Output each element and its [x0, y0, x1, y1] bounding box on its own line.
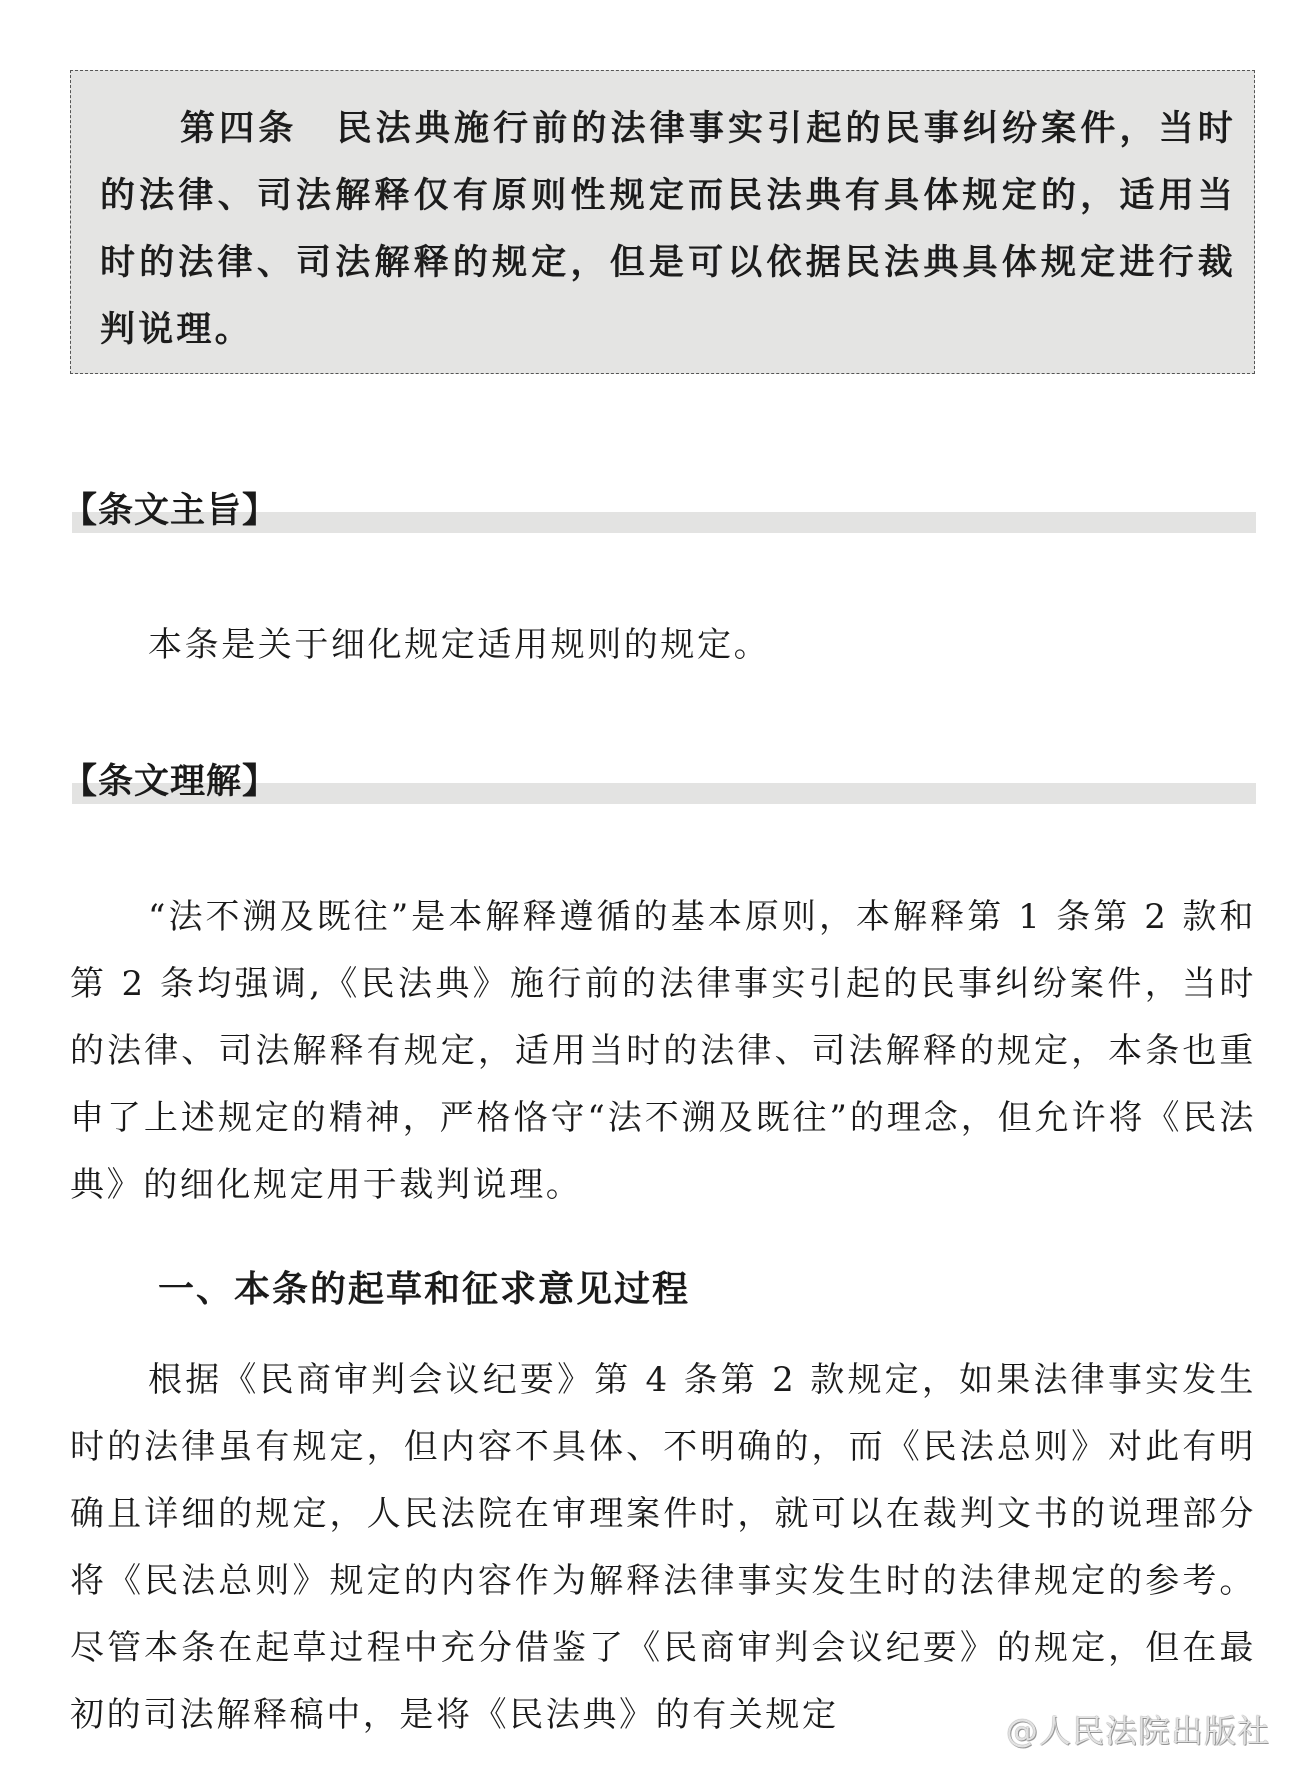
paragraph-drafting: 根据《民商审判会议纪要》第 4 条第 2 款规定，如果法律事实发生时的法律虽有规定，但内容不具体、不明确的，而《民法总则》对此有明确且详细的规定，人民法院在审理案件时，就可以在裁判文书的说理部分将《民法总则》规定的内容作为解释法律事实发生时的法律规定的参考。尽管本条在起草过程中充分借鉴了《民商审判会议纪要》的规定，但在最初的司法解释稿中，是将《民法典》的有关规定: [70, 1360, 1256, 1735]
paragraph-understanding: “法不溯及既往”是本解释遵循的基本原则，本解释第 1 条第 2 款和第 2 条均强调,《民法典》施行前的法律事实引起的民事纠纷案件，当时的法律、司法解释有规定，适用当时的法律、司法解释的规定，本条也重申了上述规定的精神，严格恪守“法不溯及既往”的理念，但允许将《民法典》的细化规定用于裁判说理。: [70, 897, 1256, 1205]
section-heading-purpose: [62, 487, 1256, 533]
subsection-heading: 一、本条的起草和征求意见过程: [158, 1269, 691, 1310]
section-heading-label: 【条文理解】: [62, 762, 279, 802]
paragraph-purpose: 本条是关于细化规定适用规则的规定。: [148, 625, 771, 665]
publisher-watermark: @人民法院出版社: [1005, 1712, 1270, 1750]
article-text: 第四条 民法典施行前的法律事实引起的民事纠纷案件，当时的法律、司法解释仅有原则性规定而民法典有具体规定的，适用当时的法律、司法解释的规定，但是可以依据民法典具体规定进行裁判说理。: [100, 109, 1236, 350]
section-heading-understanding: [62, 758, 1256, 804]
section-heading-label: 【条文主旨】: [62, 491, 279, 531]
